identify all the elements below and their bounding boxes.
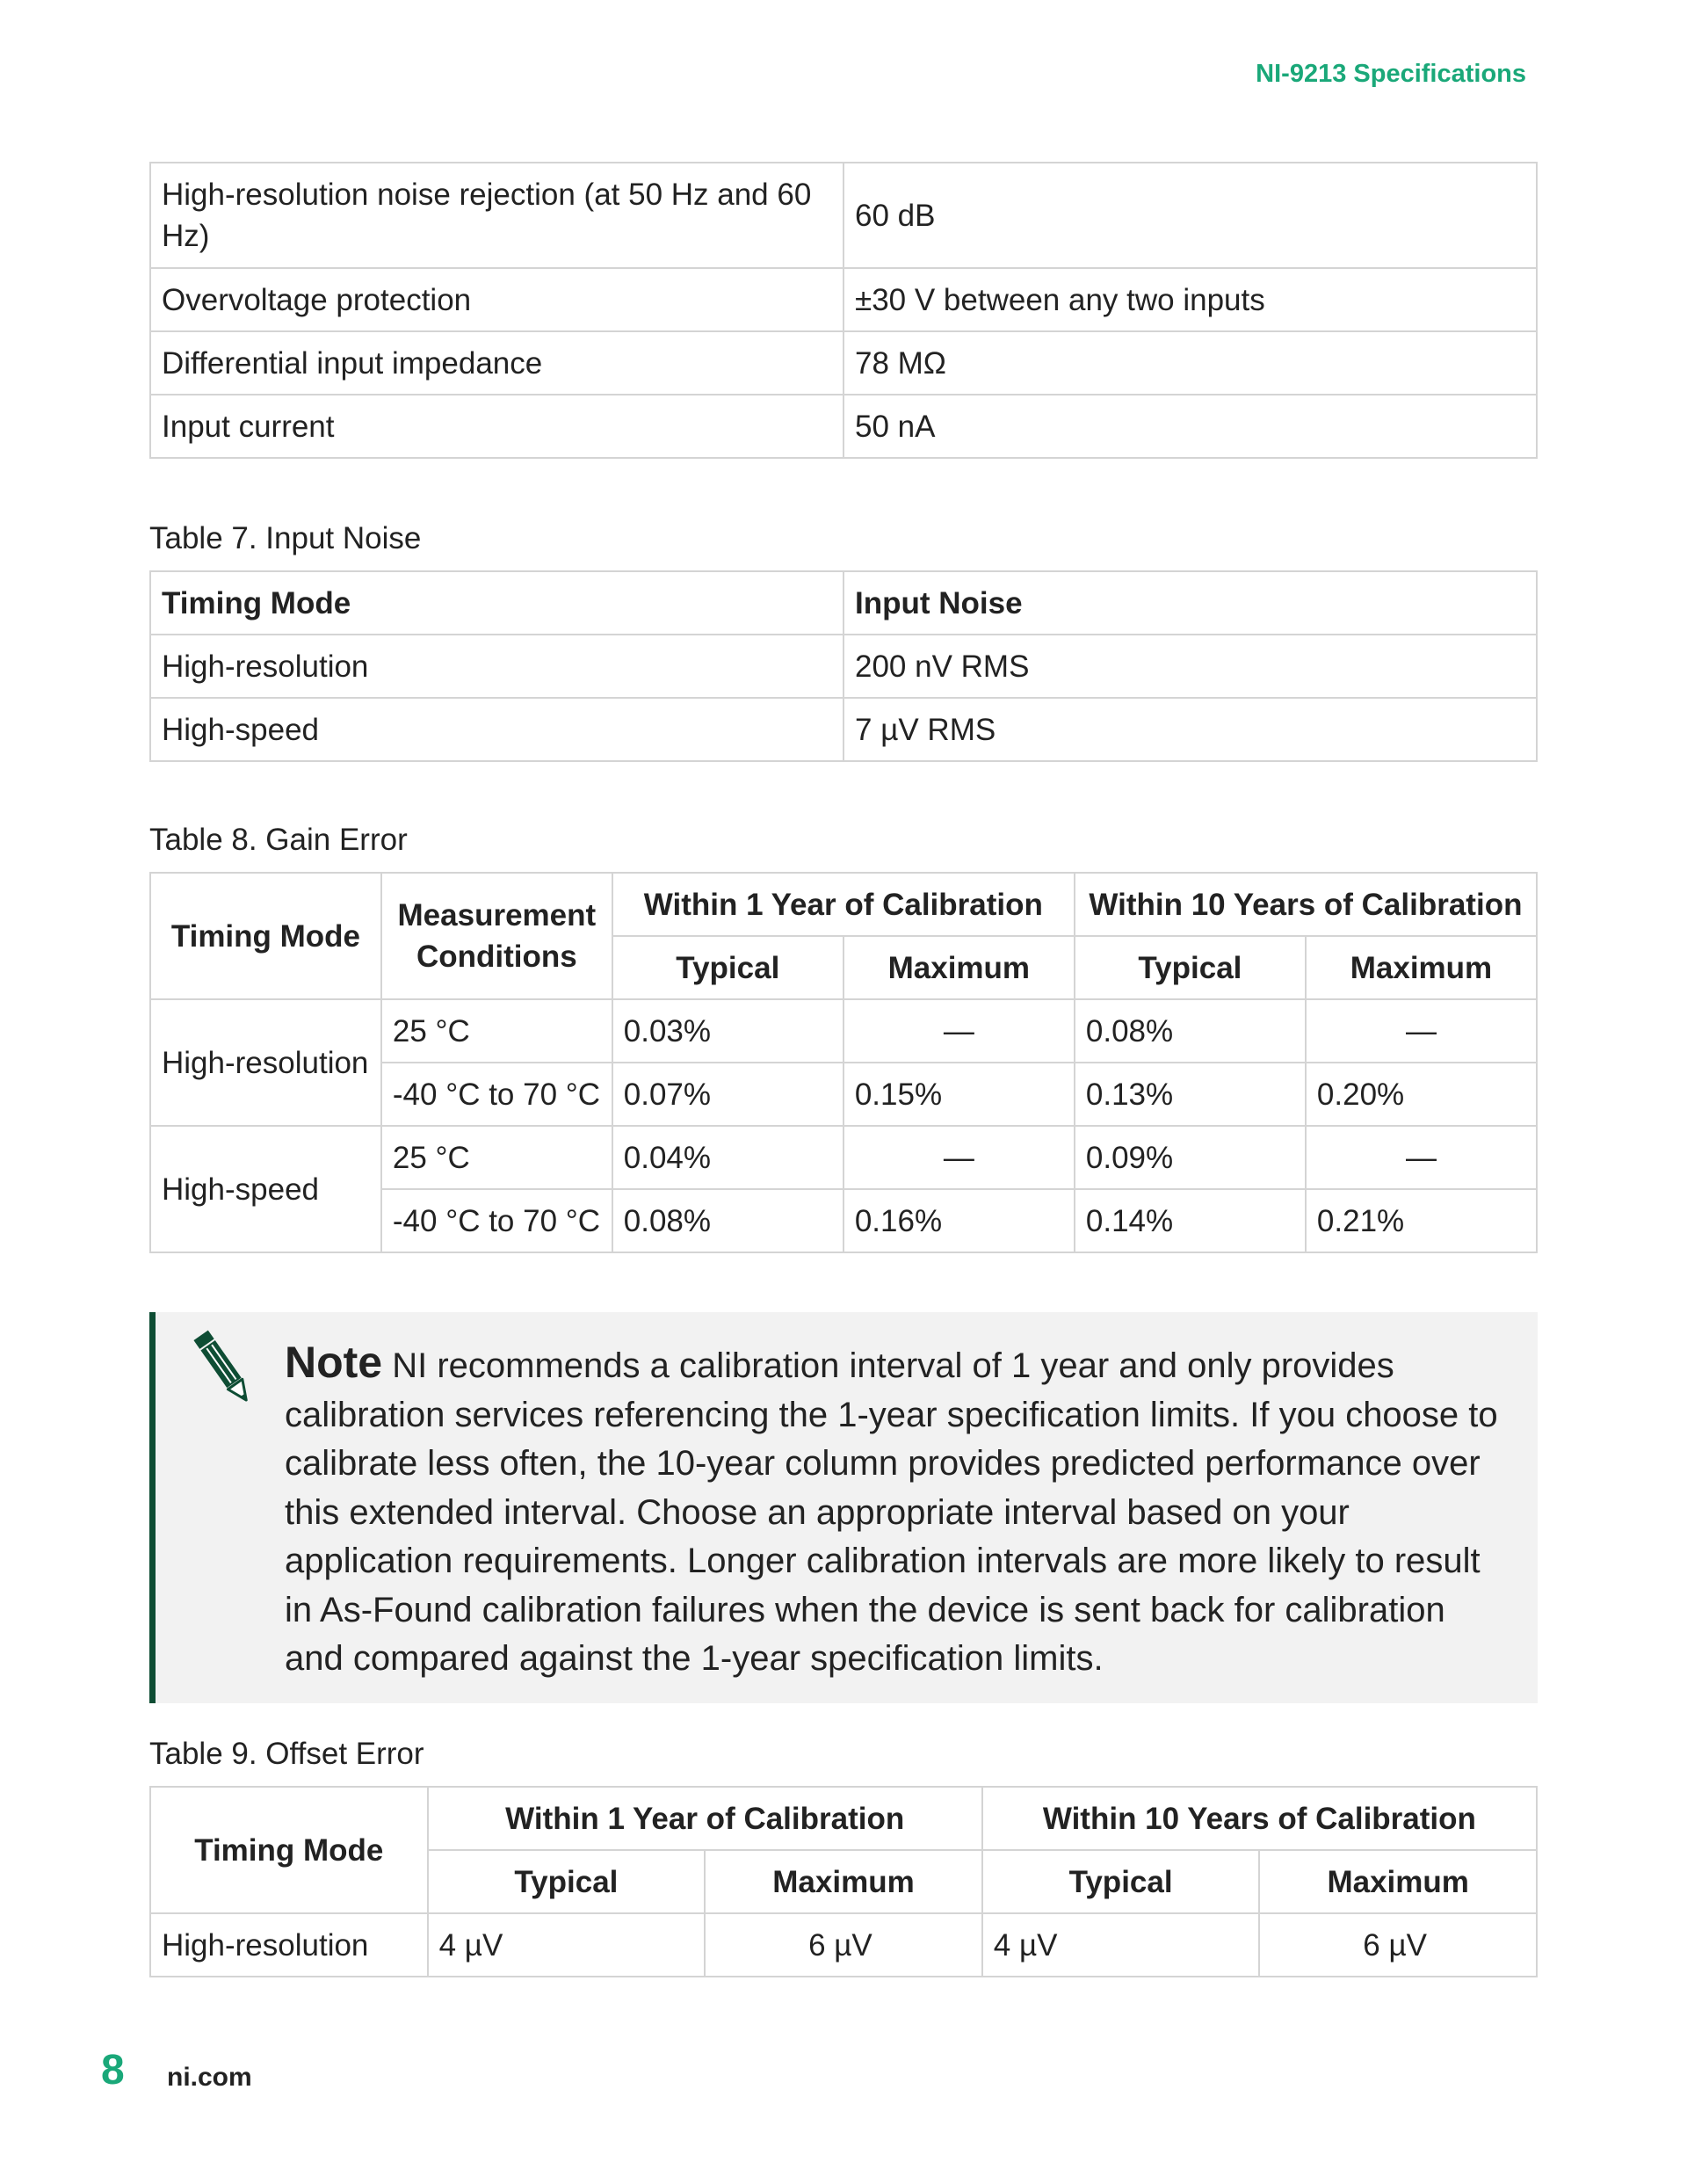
note-body xyxy=(285,1339,1506,1684)
table-cell: — xyxy=(844,1126,1075,1189)
column-header: Typical xyxy=(1075,936,1306,999)
table-cell: 7 µV RMS xyxy=(844,698,1537,761)
group-header: Within 10 Years of Calibration xyxy=(982,1787,1537,1850)
table-cell: 0.09% xyxy=(1075,1126,1306,1189)
table-cell: 6 µV xyxy=(705,1913,982,1977)
footer-site-link[interactable]: ni.com xyxy=(167,2063,252,2092)
page-header-title: NI-9213 Specifications xyxy=(1256,60,1526,88)
table-row xyxy=(150,635,1537,698)
table-cell: — xyxy=(1306,999,1537,1063)
table-cell: 0.20% xyxy=(1306,1063,1537,1126)
table-caption: Table 8. Gain Error xyxy=(149,823,408,857)
column-header: Typical xyxy=(428,1850,706,1913)
table-cell: — xyxy=(844,999,1075,1063)
table-cell: 0.08% xyxy=(1075,999,1306,1063)
offset-error-table xyxy=(149,1786,1538,1977)
table-cell: -40 °C to 70 °C xyxy=(381,1189,612,1252)
column-header: Timing Mode xyxy=(150,1787,428,1913)
column-header: Measurement Conditions xyxy=(381,873,612,999)
table-row xyxy=(150,331,1537,395)
table-caption: Table 9. Offset Error xyxy=(149,1737,424,1771)
spec-table xyxy=(149,162,1538,459)
spec-value: ±30 V between any two inputs xyxy=(844,268,1537,331)
table-row xyxy=(150,395,1537,458)
spec-value: 60 dB xyxy=(844,163,1537,268)
pencil-icon xyxy=(177,1323,272,1411)
table-cell: — xyxy=(1306,1126,1537,1189)
column-header: Input Noise xyxy=(844,571,1537,635)
table-cell: 0.04% xyxy=(612,1126,844,1189)
note-text: NI recommends a calibration interval of 1 year and only provides calibration services referencing the 1-year specification limits. If you choose to calibrate less often, the 10-year column provides predicted performance over this extended interval. Choose an appropriate interval based on your application requirements. Longer calibration intervals are more likely to result in As-Found calibration failures when the device is sent back for calibration and compared against the 1-year specification limits. xyxy=(285,1346,1498,1678)
table-cell: 25 °C xyxy=(381,1126,612,1189)
table-row xyxy=(150,163,1537,268)
timing-mode-cell: High-speed xyxy=(150,1126,381,1252)
table-row xyxy=(150,698,1537,761)
table-row xyxy=(150,1126,1537,1189)
table-cell: 0.08% xyxy=(612,1189,844,1252)
table-cell: 0.07% xyxy=(612,1063,844,1126)
page-number: 8 xyxy=(101,2047,125,2093)
table-header-row xyxy=(150,1787,1537,1850)
gain-error-table xyxy=(149,872,1538,1253)
column-header: Typical xyxy=(612,936,844,999)
column-header: Typical xyxy=(982,1850,1260,1913)
table-cell: 200 nV RMS xyxy=(844,635,1537,698)
table-cell: 0.13% xyxy=(1075,1063,1306,1126)
note-callout xyxy=(149,1312,1538,1703)
table-cell: 0.03% xyxy=(612,999,844,1063)
table-cell: High-resolution xyxy=(150,635,844,698)
input-noise-table xyxy=(149,570,1538,762)
table-header-row xyxy=(150,873,1537,936)
column-header: Maximum xyxy=(844,936,1075,999)
table-cell: 25 °C xyxy=(381,999,612,1063)
table-row xyxy=(150,268,1537,331)
table-cell: 0.21% xyxy=(1306,1189,1537,1252)
table-cell: 6 µV xyxy=(1259,1913,1537,1977)
table-caption: Table 7. Input Noise xyxy=(149,521,422,555)
column-header: Timing Mode xyxy=(150,571,844,635)
column-header: Maximum xyxy=(705,1850,982,1913)
spec-value: 50 nA xyxy=(844,395,1537,458)
spec-label: Overvoltage protection xyxy=(150,268,844,331)
table-cell: 0.15% xyxy=(844,1063,1075,1126)
timing-mode-cell: High-resolution xyxy=(150,999,381,1126)
spec-label: Input current xyxy=(150,395,844,458)
table-row xyxy=(150,1913,1537,1977)
table-cell: 0.14% xyxy=(1075,1189,1306,1252)
table-cell: 0.16% xyxy=(844,1189,1075,1252)
table-header-row xyxy=(150,571,1537,635)
table-cell: 4 µV xyxy=(982,1913,1260,1977)
spec-value: 78 MΩ xyxy=(844,331,1537,395)
column-header: Maximum xyxy=(1259,1850,1537,1913)
table-cell: 4 µV xyxy=(428,1913,706,1977)
table-cell: -40 °C to 70 °C xyxy=(381,1063,612,1126)
spec-label: Differential input impedance xyxy=(150,331,844,395)
column-header: Maximum xyxy=(1306,936,1537,999)
spec-label: High-resolution noise rejection (at 50 Hz and 60 Hz) xyxy=(150,163,844,268)
table-cell: High-speed xyxy=(150,698,844,761)
table-row xyxy=(150,999,1537,1063)
group-header: Within 1 Year of Calibration xyxy=(428,1787,982,1850)
table-cell: High-resolution xyxy=(150,1913,428,1977)
column-header: Timing Mode xyxy=(150,873,381,999)
group-header: Within 1 Year of Calibration xyxy=(612,873,1075,936)
note-label: Note xyxy=(285,1338,383,1387)
group-header: Within 10 Years of Calibration xyxy=(1075,873,1537,936)
